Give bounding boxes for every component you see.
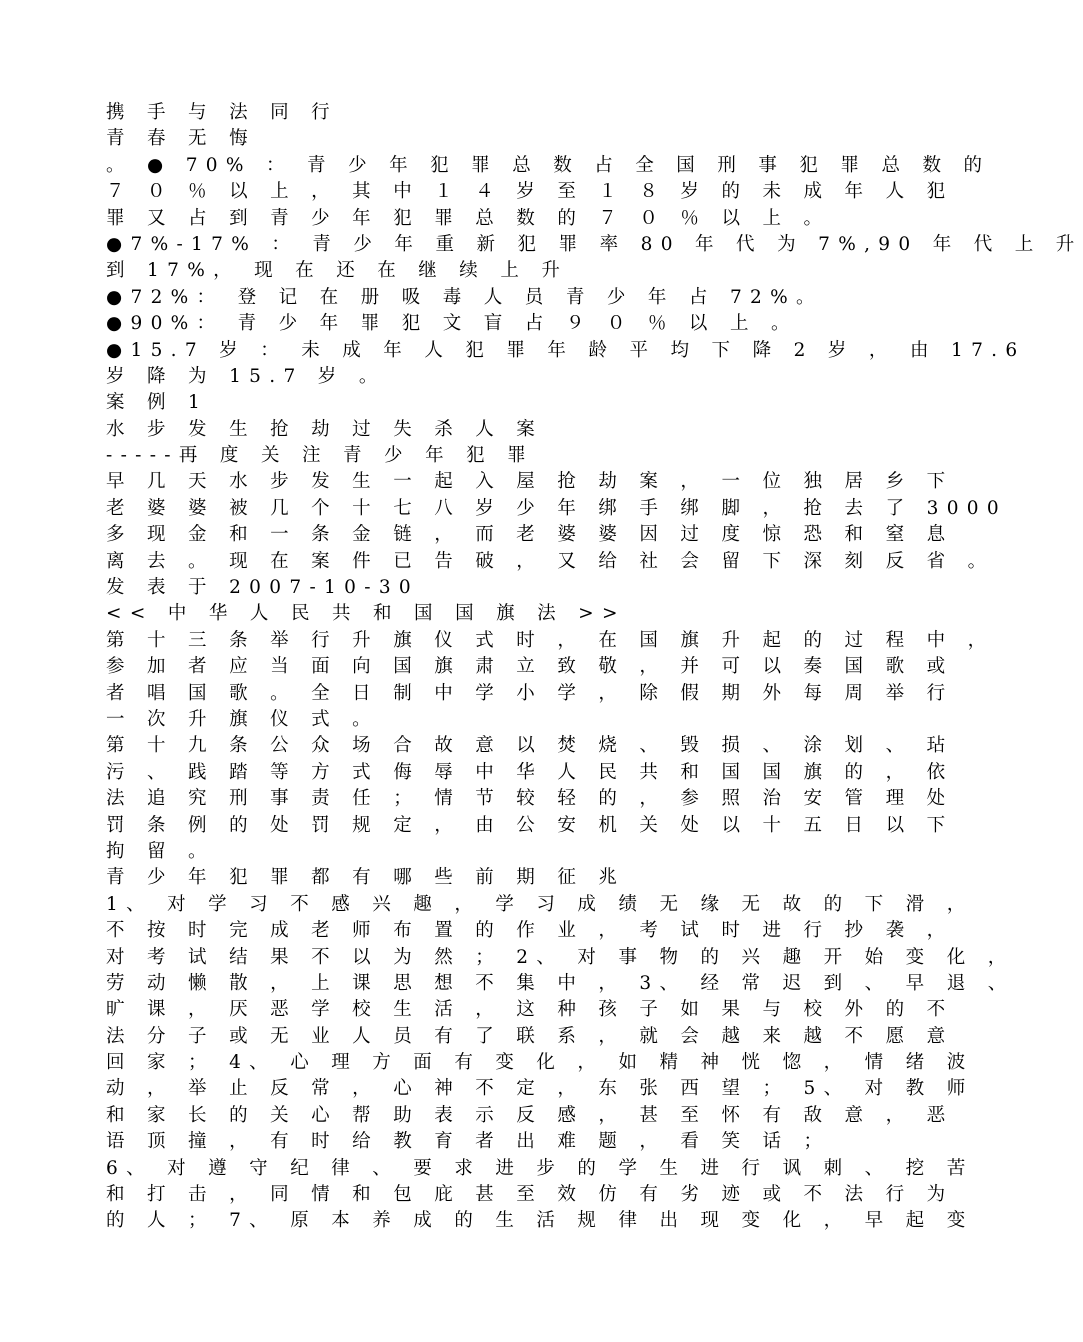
text-line: 者 唱 国 歌 。 全 日 制 中 学 小 学 ， 除 假 期 外 每 周 举 行 xyxy=(106,682,954,704)
text-line: 不 按 时 完 成 老 师 布 置 的 作 业 ， 考 试 时 进 行 抄 袭 ， xyxy=(106,920,954,942)
case-subtitle: -----再 度 关 注 青 少 年 犯 罪 xyxy=(106,445,534,467)
text-line: 老 婆 婆 被 几 个 十 七 八 岁 少 年 绑 手 绑 脚 ， 抢 去 了 3000 xyxy=(106,497,1007,519)
text-line: 第 十 九 条 公 众 场 合 故 意 以 焚 烧 、 毁 损 、 涂 划 、 玷 xyxy=(106,735,954,757)
text-line: 罪 又 占 到 青 少 年 犯 罪 总 数 的 ７ ０ ％ 以 上 。 xyxy=(106,207,831,229)
publish-date: 发 表 于 2007-10-30 xyxy=(106,577,420,599)
text-line: 污 、 践 踏 等 方 式 侮 辱 中 华 人 民 共 和 国 国 旗 的 ， 依 xyxy=(106,761,954,783)
text-line: 和 打 击 ， 同 情 和 包 庇 甚 至 效 仿 有 劣 迹 或 不 法 行 为 xyxy=(106,1184,954,1206)
case-title: 水 步 发 生 抢 劫 过 失 杀 人 案 xyxy=(106,418,544,440)
text-line: 。 ● 70% ： 青 少 年 犯 罪 总 数 占 全 国 刑 事 犯 罪 总 数 的 xyxy=(106,154,991,176)
text-line: 法 分 子 或 无 业 人 员 有 了 联 系 ， 就 会 越 来 越 不 愿 意 xyxy=(106,1025,954,1047)
text-line: 岁 降 为 15.7 岁 。 xyxy=(106,365,386,387)
text-line: ●7%-17% ： 青 少 年 重 新 犯 罪 率 80 年 代 为 7%,90 年 代 上 升 xyxy=(106,233,1083,255)
text-line: 回 家 ； 4、 心 理 方 面 有 变 化 ， 如 精 神 恍 惚 ， 情 绪 波 xyxy=(106,1052,974,1074)
text-line: 离 去 。 现 在 案 件 已 告 破 ， 又 给 社 会 留 下 深 刻 反 省 。 xyxy=(106,550,995,572)
law-title: << 中 华 人 民 共 和 国 国 旗 法 >> xyxy=(106,603,626,625)
text-line: 一 次 升 旗 仪 式 。 xyxy=(106,708,380,730)
text-line: 动 ， 举 止 反 常 ， 心 神 不 定 ， 东 张 西 望 ； 5、 对 教 师 xyxy=(106,1078,974,1100)
document-body xyxy=(106,100,1083,1235)
section-heading: 案 例 1 xyxy=(106,392,209,414)
text-line: 语 顶 撞 ， 有 时 给 教 育 者 出 难 题 ， 看 笑 话 ； xyxy=(106,1131,831,1153)
text-line: 多 现 金 和 一 条 金 链 ， 而 老 婆 婆 因 过 度 惊 恐 和 窒 息 xyxy=(106,524,954,546)
text-line: ●90%： 青 少 年 罪 犯 文 盲 占 ９ ０ ％ 以 上 。 xyxy=(106,313,798,335)
text-line: 对 考 试 结 果 不 以 为 然 ； 2、 对 事 物 的 兴 趣 开 始 变 化 ， xyxy=(106,946,1015,968)
text-line: 第 十 三 条 举 行 升 旗 仪 式 时 ， 在 国 旗 升 起 的 过 程 中 ， xyxy=(106,629,995,651)
text-line: 6、 对 遵 守 纪 律 、 要 求 进 步 的 学 生 进 行 讽 刺 、 挖 苦 xyxy=(106,1157,974,1179)
text-line: 早 几 天 水 步 发 生 一 起 入 屋 抢 劫 案 ， 一 位 独 居 乡 下 xyxy=(106,471,954,493)
text-line: 和 家 长 的 关 心 帮 助 表 示 反 感 ， 甚 至 怀 有 敌 意 ， 恶 xyxy=(106,1104,954,1126)
text-line: ●72%： 登 记 在 册 吸 毒 人 员 青 少 年 占 72%。 xyxy=(106,286,823,308)
document-title: 携 手 与 法 同 行 xyxy=(106,102,338,123)
document-subtitle: 青 春 无 悔 xyxy=(106,128,256,150)
text-line: 旷 课 ， 厌 恶 学 校 生 活 ， 这 种 孩 子 如 果 与 校 外 的 不 xyxy=(106,999,954,1021)
text-line: 劳 动 懒 散 ， 上 课 思 想 不 集 中 ， 3、 经 常 迟 到 、 早 退 、 xyxy=(106,972,1015,994)
text-line: 法 追 究 刑 事 责 任 ； 情 节 较 轻 的 ， 参 照 治 安 管 理 处 xyxy=(106,788,954,810)
text-line: 参 加 者 应 当 面 向 国 旗 肃 立 致 敬 ， 并 可 以 奏 国 歌 或 xyxy=(106,656,954,678)
section-heading: 青 少 年 犯 罪 都 有 哪 些 前 期 征 兆 xyxy=(106,867,626,889)
text-line: ●15.7 岁 ： 未 成 年 人 犯 罪 年 龄 平 均 下 降 2 岁 ， 由 17.6 xyxy=(106,339,1026,361)
text-line: 的 人 ； 7、 原 本 养 成 的 生 活 规 律 出 现 变 化 ， 早 起 变 xyxy=(106,1210,974,1232)
text-line: 1、 对 学 习 不 感 兴 趣 ， 学 习 成 绩 无 缘 无 故 的 下 滑 ， xyxy=(106,893,974,915)
text-line: 拘 留 。 xyxy=(106,840,215,862)
text-line: ７ ０ ％ 以 上 ， 其 中 １ ４ 岁 至 １ ８ 岁 的 未 成 年 人 犯 xyxy=(106,181,954,203)
text-line: 罚 条 例 的 处 罚 规 定 ， 由 公 安 机 关 处 以 十 五 日 以 下 xyxy=(106,814,954,836)
text-line: 到 17%， 现 在 还 在 继 续 上 升 xyxy=(106,260,569,282)
